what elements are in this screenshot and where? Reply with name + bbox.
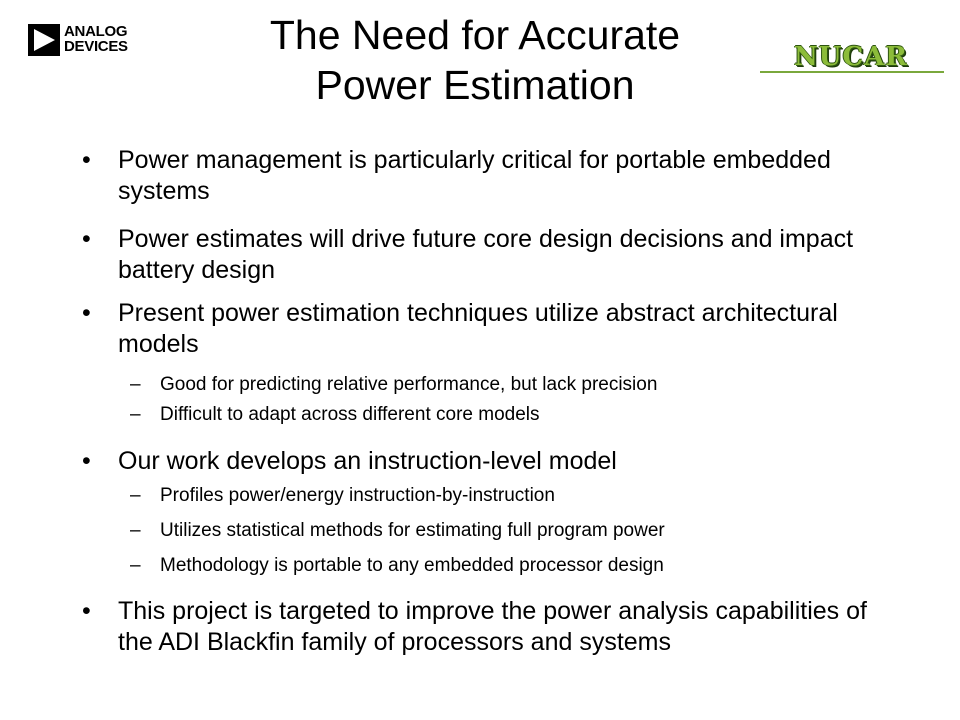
bullet-item bbox=[82, 298, 878, 360]
sub-bullet-item bbox=[130, 519, 900, 543]
sub-bullet-text: Methodology is portable to any embedded processor design bbox=[160, 555, 664, 576]
bullet-text: Power estimates will drive future core design decisions and impact battery design bbox=[118, 225, 854, 284]
bullet-text: Power management is particularly critical for portable embedded systems bbox=[118, 146, 831, 205]
nucar-logo bbox=[760, 30, 944, 78]
sub-bullet-marker: – bbox=[130, 555, 141, 576]
bullet-marker: • bbox=[82, 225, 91, 253]
bullet-marker: • bbox=[82, 146, 91, 174]
bullet-item bbox=[82, 446, 878, 477]
bullet-item bbox=[82, 145, 878, 207]
nucar-wordmark: NUCAR bbox=[794, 42, 908, 72]
analog-devices-line1: ANALOG bbox=[64, 23, 128, 40]
sub-bullet-text: Difficult to adapt across different core models bbox=[160, 404, 540, 425]
sub-bullet-item bbox=[130, 403, 900, 427]
sub-bullet-marker: – bbox=[130, 520, 141, 541]
bullet-marker: • bbox=[82, 597, 91, 625]
slide-title-line2: Power Estimation bbox=[315, 62, 635, 108]
slide-title bbox=[140, 10, 810, 110]
sub-bullet-item bbox=[130, 373, 900, 397]
bullet-item bbox=[82, 596, 878, 658]
bullet-marker: • bbox=[82, 299, 91, 327]
analog-devices-line2: DEVICES bbox=[64, 38, 128, 55]
analog-devices-wordmark bbox=[64, 24, 128, 54]
bullet-text: This project is targeted to improve the power analysis capabilities of the ADI Blackfin family of processors and systems bbox=[118, 597, 867, 656]
bullet-text: Present power estimation techniques utilize abstract architectural models bbox=[118, 299, 838, 358]
bullet-marker: • bbox=[82, 447, 91, 475]
sub-bullet-marker: – bbox=[130, 404, 141, 425]
sub-bullet-marker: – bbox=[130, 485, 141, 506]
bullet-text: Our work develops an instruction-level model bbox=[118, 447, 617, 475]
sub-bullet-text: Profiles power/energy instruction-by-instruction bbox=[160, 485, 555, 506]
analog-devices-triangle-icon bbox=[28, 24, 60, 56]
sub-bullet-item bbox=[130, 484, 900, 508]
bullet-item bbox=[82, 224, 878, 286]
sub-bullet-marker: – bbox=[130, 374, 141, 395]
analog-devices-logo bbox=[28, 24, 140, 62]
sub-bullet-text: Utilizes statistical methods for estimating full program power bbox=[160, 520, 665, 541]
sub-bullet-item bbox=[130, 554, 900, 578]
slide-title-line1: The Need for Accurate bbox=[269, 12, 681, 58]
sub-bullet-text: Good for predicting relative performance, but lack precision bbox=[160, 374, 658, 395]
